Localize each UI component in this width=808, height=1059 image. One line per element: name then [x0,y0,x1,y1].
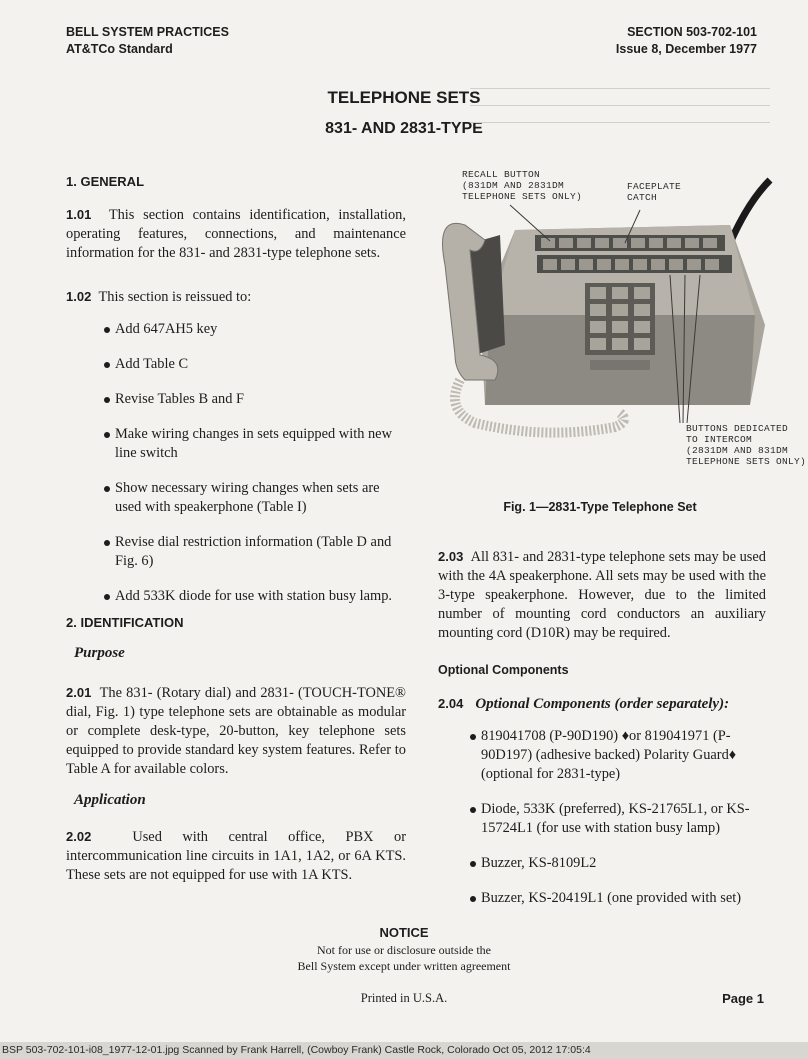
section-identification-heading: 2. IDENTIFICATION [66,615,184,630]
list-item: Show necessary wiring changes when sets are used with speakerphone (Table I) [104,479,404,517]
header-org: BELL SYSTEM PRACTICES [66,25,229,39]
header-standard: AT&TCo Standard [66,42,173,56]
scan-info-strip [0,1042,808,1059]
printed-in: Printed in U.S.A. [360,991,448,1005]
list-item: Make wiring changes in sets equipped with new line switch [104,425,404,463]
reissue-bullet-list [104,320,404,606]
list-item: Buzzer, KS-8109L2 [470,854,770,873]
bleed-through-decoration [470,78,770,123]
figure-caption: Fig. 1—2831-Type Telephone Set [503,500,697,514]
callout-recall-button: RECALL BUTTON (831DM AND 2831DM TELEPHONE SETS ONLY) [462,169,583,202]
page-title: TELEPHONE SETS [327,88,481,107]
header-issue: Issue 8, December 1977 [615,42,757,56]
callout-intercom-buttons: BUTTONS DEDICATED TO INTERCOM (2831DM AND 831DM TELEPHONE SETS ONLY) [686,423,807,467]
paragraph-2-03: 2.03 All 831- and 2831-type telephone sets may be used with the 4A speakerphone. All sets may be used with the 3-type speakerphone. However, due to the limited number of mounting cord conductors an auxiliary mounting cord (D10R) may be required. [438,549,766,641]
touch-tone-keypad [585,283,655,355]
list-item: Add 533K diode for use with station busy lamp. [104,587,404,606]
paragraph-2-04: 2.04 Optional Components (order separately): [438,696,730,712]
optional-components-heading: Optional Components [438,663,569,677]
list-item: Add 647AH5 key [104,320,404,339]
purpose-heading: Purpose [74,645,125,661]
page-subtitle: 831- AND 2831-TYPE [325,120,483,137]
paragraph-1-01: 1.01 This section contains identification, installation, operating features, connections, and maintenance information for the 831- and 2831-type telephone sets. [66,207,406,261]
application-heading: Application [74,792,146,808]
page-number: Page 1 [722,991,764,1006]
list-item: Revise Tables B and F [104,390,404,409]
section-general-heading: 1. GENERAL [66,174,145,189]
header-section: SECTION 503-702-101 [627,25,757,39]
paragraph-1-02: 1.02 This section is reissued to: [66,289,252,305]
list-item: 819041708 (P-90D190) ♦or 819041971 (P-90D197) (adhesive backed) Polarity Guard♦ (optional for 2831-type) [470,727,770,784]
notice-heading: NOTICE [379,925,429,940]
list-item: Add Table C [104,355,404,374]
list-item: Diode, 533K (preferred), KS-21765L1, or KS-15724L1 (for use with station busy lamp) [470,800,770,838]
list-item: Buzzer, KS-20419L1 (one provided with set) [470,889,770,908]
paragraph-2-01: 2.01 The 831- (Rotary dial) and 2831- (TOUCH-TONE® dial, Fig. 1) type telephone sets are obtainable as modular or complete desk-type, 20-button, key telephone sets equipped to provide standard key system features. Refer to Table A for available colors. [66,685,406,777]
telephone-set-photo [425,165,775,465]
scan-info-text: BSP 503-702-101-i08_1977-12-01.jpg Scanned by Frank Harrell, (Cowboy Frank) Castle Rock, Colorado Oct 05, 2012 17:05:4 [2,1044,591,1056]
list-item: Revise dial restriction information (Table D and Fig. 6) [104,533,404,571]
paragraph-2-02: 2.02 Used with central office, PBX or intercommunication line circuits in 1A1, 1A2, or 6A KTS. These sets are not equipped for use with 1A KTS. [66,829,406,883]
callout-faceplate-catch: FACEPLATE CATCH [627,181,682,203]
notice-line-2: Bell System except under written agreement [297,959,511,973]
optional-components-list [470,727,770,908]
notice-line-1: Not for use or disclosure outside the [317,943,491,957]
